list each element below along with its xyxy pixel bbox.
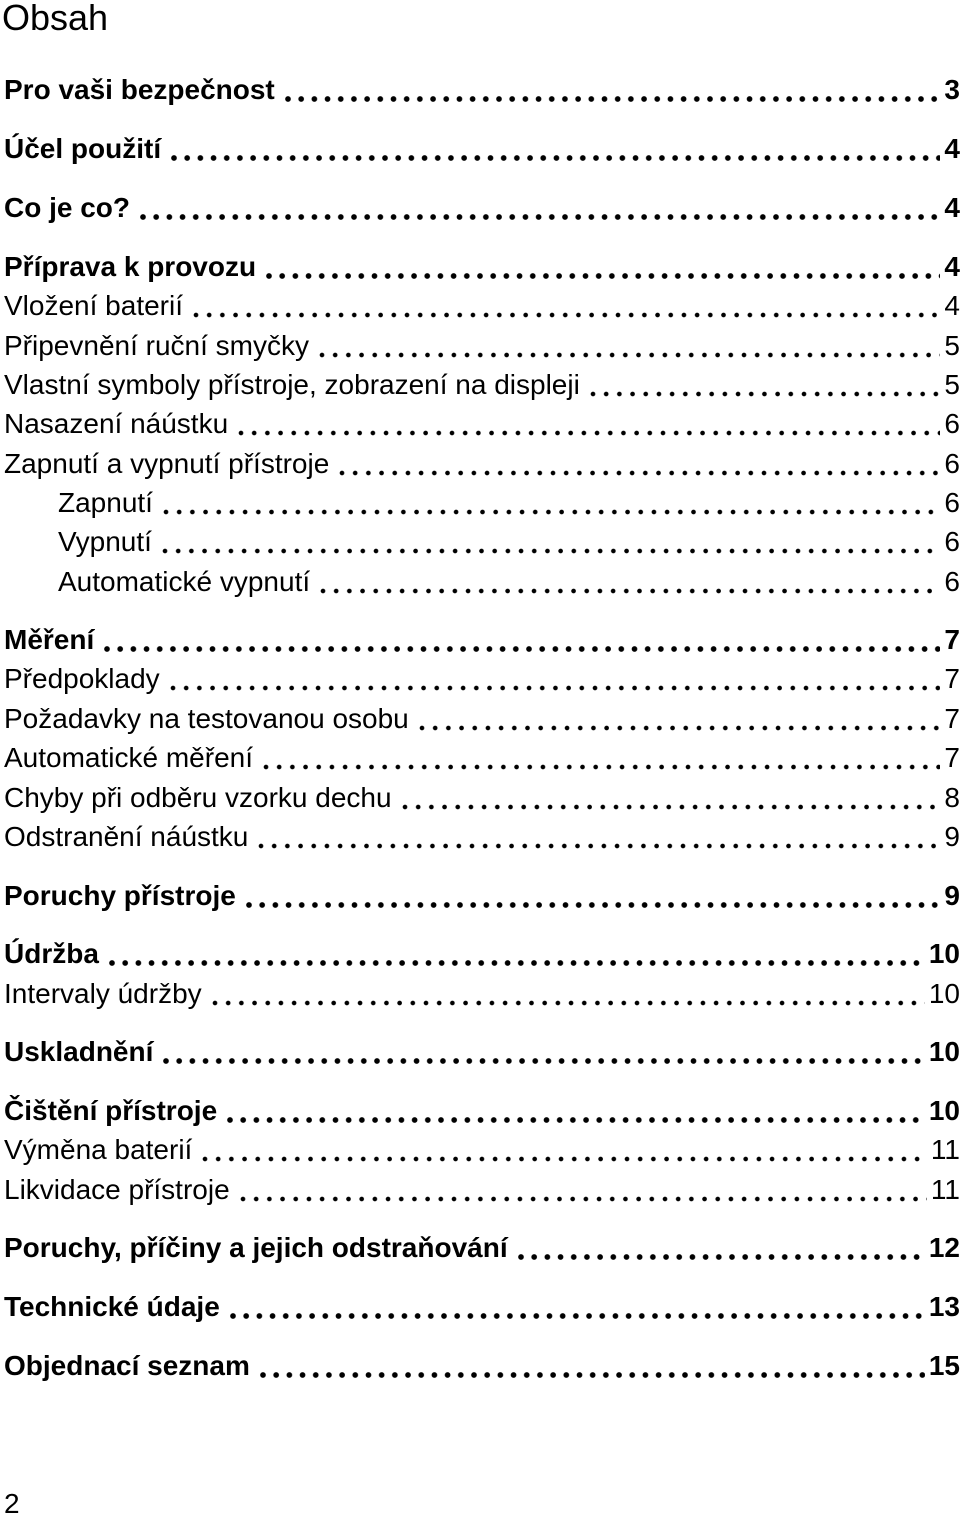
toc-entry-page: 3: [944, 74, 960, 105]
toc-entry-label: Intervaly údržby: [4, 978, 202, 1009]
dot-leader: [266, 251, 940, 283]
toc-entry-page: 7: [944, 742, 960, 773]
toc-entry-page: 7: [944, 703, 960, 734]
dot-leader: [163, 487, 940, 519]
dot-leader: [170, 663, 941, 695]
toc-entry-label: Vložení baterií: [4, 290, 183, 321]
dot-leader: [263, 742, 940, 774]
dot-leader: [240, 1174, 927, 1206]
toc-entry-label: Likvidace přístroje: [4, 1174, 230, 1205]
toc-entry-label: Čištění přístroje: [4, 1095, 218, 1126]
toc-entry-label: Co je co?: [4, 192, 131, 223]
toc-entry[interactable]: [4, 487, 960, 519]
toc-entry[interactable]: [4, 133, 960, 165]
toc-entry-label: Uskladnění: [4, 1036, 154, 1067]
toc-entry[interactable]: [4, 663, 960, 695]
toc-entry-label: Měření: [4, 624, 95, 655]
toc-entry-label: Objednací seznam: [4, 1350, 250, 1381]
toc-entry-page: 12: [928, 1232, 960, 1263]
toc-entry[interactable]: [4, 1174, 960, 1206]
toc-entry[interactable]: [4, 192, 960, 224]
toc-entry[interactable]: [4, 624, 960, 656]
toc-entry-label: Příprava k provozu: [4, 251, 257, 282]
toc-entry[interactable]: [4, 978, 960, 1010]
dot-leader: [260, 1350, 925, 1382]
toc-entry-page: 10: [928, 978, 960, 1009]
dot-leader: [227, 1095, 925, 1127]
toc-entry-label: Automatické měření: [4, 742, 253, 773]
toc-entry-page: 6: [944, 526, 960, 557]
toc-entry[interactable]: [4, 742, 960, 774]
toc-entry[interactable]: [4, 1036, 960, 1068]
toc-entry[interactable]: [4, 1134, 960, 1166]
toc-entry-label: Předpoklady: [4, 663, 160, 694]
toc-entry-label: Připevnění ruční smyčky: [4, 330, 309, 361]
toc-entry[interactable]: [4, 526, 960, 558]
dot-leader: [104, 624, 940, 656]
toc-entry-page: 8: [944, 782, 960, 813]
dot-leader: [202, 1134, 927, 1166]
dot-leader: [140, 192, 940, 224]
toc-entry[interactable]: [4, 74, 960, 106]
page-number: 2: [4, 1488, 20, 1519]
toc-entry[interactable]: [4, 369, 960, 401]
toc-entry[interactable]: [4, 1291, 960, 1323]
toc-entry-label: Účel použití: [4, 133, 162, 164]
toc-entry-page: 5: [944, 330, 960, 361]
dot-leader: [419, 703, 941, 735]
toc-entry-label: Odstranění náústku: [4, 821, 249, 852]
toc-entry-page: 10: [928, 1095, 960, 1126]
dot-leader: [320, 566, 940, 598]
toc-entry[interactable]: [4, 782, 960, 814]
toc-entry-page: 11: [930, 1134, 960, 1165]
toc-entry-label: Pro vaši bezpečnost: [4, 74, 275, 105]
toc-entry-page: 6: [944, 566, 960, 597]
toc-entry[interactable]: [4, 880, 960, 912]
dot-leader: [518, 1232, 925, 1264]
toc-entry[interactable]: [4, 408, 960, 440]
dot-leader: [109, 938, 925, 970]
toc-entry[interactable]: [4, 1232, 960, 1264]
toc-entry[interactable]: [4, 566, 960, 598]
toc-entry-page: 15: [928, 1350, 960, 1381]
dot-leader: [402, 782, 941, 814]
dot-leader: [319, 330, 940, 362]
toc-entry[interactable]: [4, 330, 960, 362]
toc-entry-label: Chyby při odběru vzorku dechu: [4, 782, 392, 813]
dot-leader: [246, 880, 941, 912]
toc-entry-page: 6: [944, 448, 960, 479]
toc-entry-label: Automatické vypnutí: [58, 566, 311, 597]
dot-leader: [590, 369, 941, 401]
toc-entry-page: 9: [944, 821, 960, 852]
dot-leader: [193, 290, 940, 322]
toc-entry[interactable]: [4, 251, 960, 283]
toc-entry-page: 10: [928, 938, 960, 969]
toc-entry[interactable]: [4, 938, 960, 970]
toc-entry-page: 4: [944, 192, 960, 223]
toc-entry[interactable]: [4, 821, 960, 853]
toc-entry-label: Vypnutí: [58, 526, 152, 557]
toc-entry-label: Zapnutí: [58, 487, 153, 518]
toc-entry-page: 6: [944, 487, 960, 518]
page-title: Obsah: [2, 0, 109, 38]
dot-leader: [230, 1291, 925, 1323]
toc-entry-page: 4: [944, 251, 960, 282]
toc-entry-page: 10: [928, 1036, 960, 1067]
toc-entry[interactable]: [4, 703, 960, 735]
toc-entry-page: 4: [944, 133, 960, 164]
toc-entry-page: 11: [930, 1174, 960, 1205]
toc-entry[interactable]: [4, 448, 960, 480]
toc-entry[interactable]: [4, 1350, 960, 1382]
dot-leader: [171, 133, 940, 165]
toc-entry-label: Výměna baterií: [4, 1134, 193, 1165]
toc-entry-page: 7: [944, 624, 960, 655]
toc-entry-page: 9: [944, 880, 960, 911]
toc-entry[interactable]: [4, 290, 960, 322]
toc-entry-label: Údržba: [4, 938, 99, 969]
toc-entry-label: Požadavky na testovanou osobu: [4, 703, 409, 734]
toc-entry-page: 5: [944, 369, 960, 400]
toc-entry-label: Technické údaje: [4, 1291, 220, 1322]
toc-entry-page: 4: [944, 290, 960, 321]
toc-entry-label: Poruchy, příčiny a jejich odstraňování: [4, 1232, 508, 1263]
dot-leader: [339, 448, 940, 480]
toc-entry-label: Poruchy přístroje: [4, 880, 236, 911]
toc-entry-page: 7: [944, 663, 960, 694]
dot-leader: [212, 978, 925, 1010]
toc-entry-label: Vlastní symboly přístroje, zobrazení na displeji: [4, 369, 580, 400]
toc-entry-page: 6: [944, 408, 960, 439]
toc-entry-label: Nasazení náústku: [4, 408, 229, 439]
dot-leader: [163, 1036, 924, 1068]
toc-entry-label: Zapnutí a vypnutí přístroje: [4, 448, 330, 479]
dot-leader: [258, 821, 940, 853]
dot-leader: [162, 526, 941, 558]
dot-leader: [285, 74, 941, 106]
toc-entry-page: 13: [928, 1291, 960, 1322]
dot-leader: [238, 408, 940, 440]
toc-entry[interactable]: [4, 1095, 960, 1127]
